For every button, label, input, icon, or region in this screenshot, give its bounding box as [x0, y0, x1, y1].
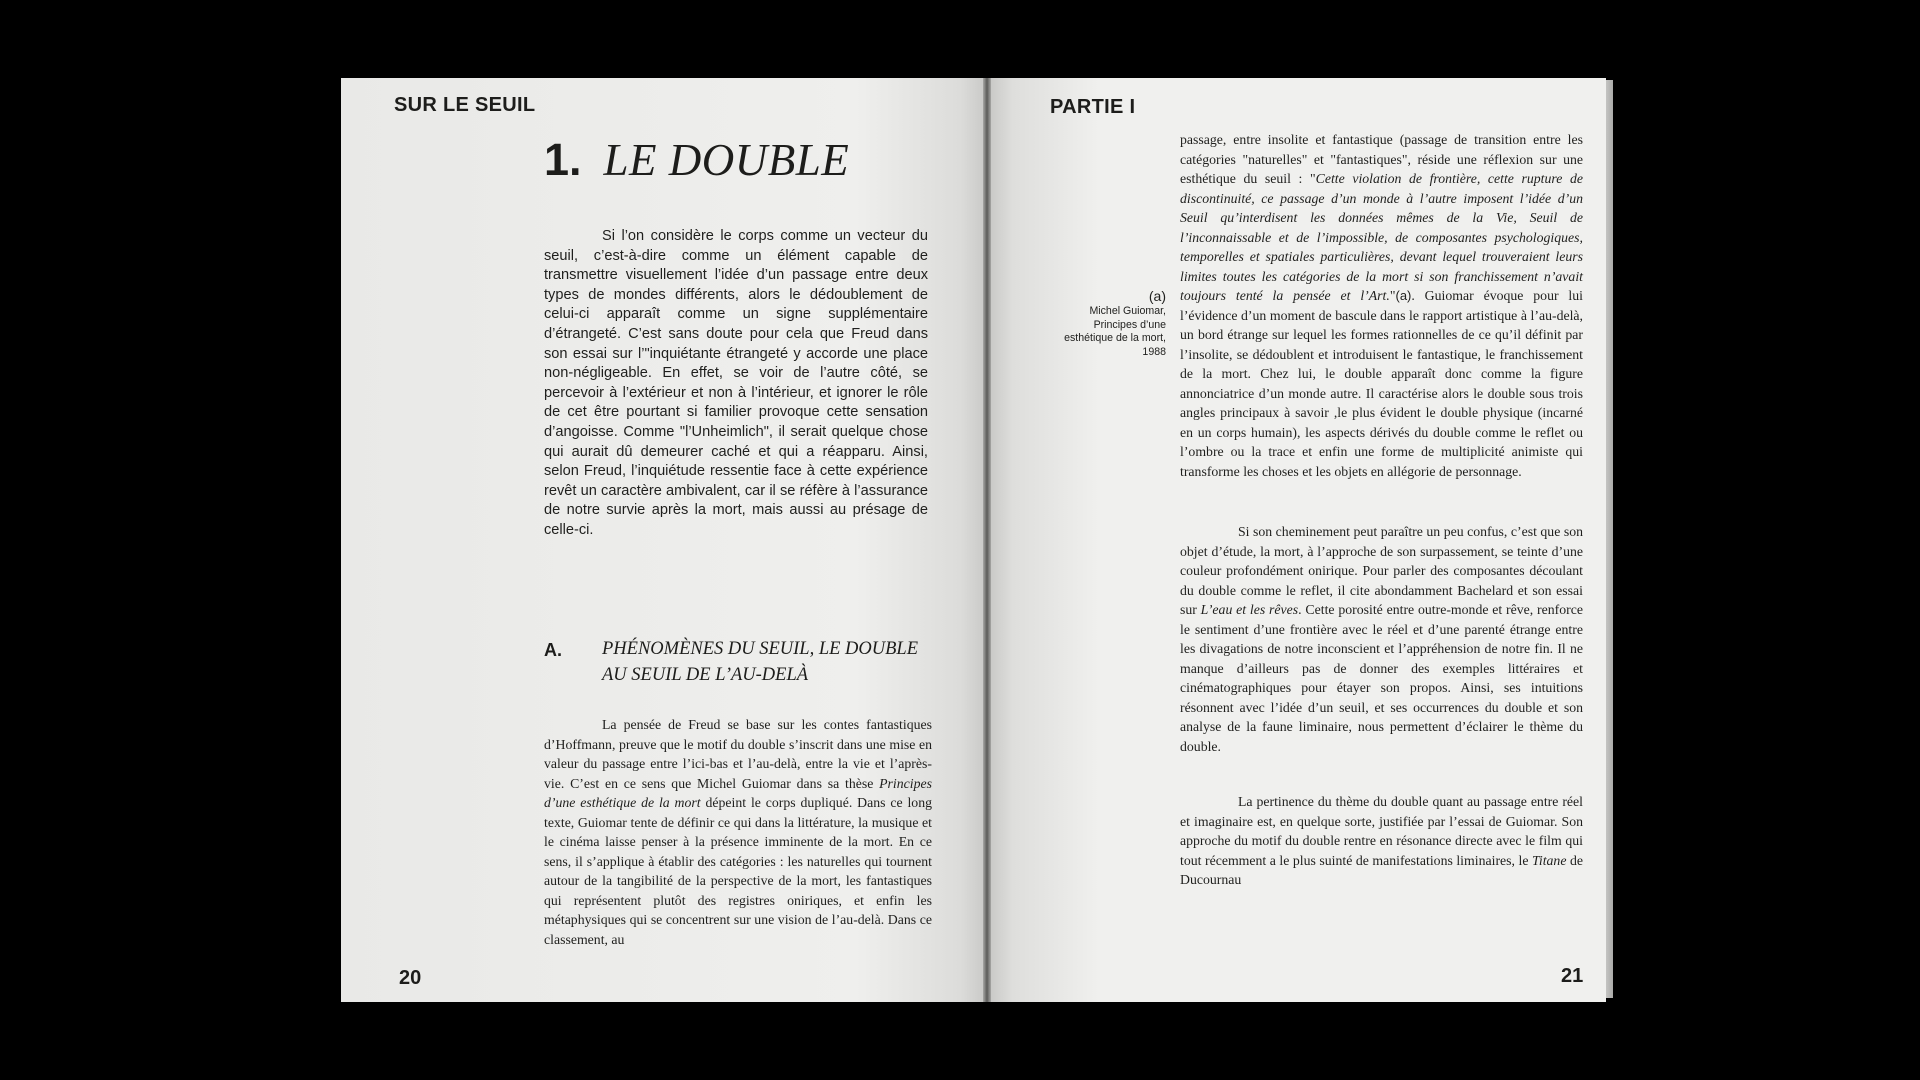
running-head-right: PARTIE I: [1050, 96, 1136, 118]
sidenote-mark: (a): [1148, 288, 1166, 304]
sidenote: [1018, 288, 1166, 359]
body-text: de Ducournau: [1180, 852, 1583, 887]
body-text: . Cette porosité entre outre-monde et rêve, renforce le sentiment d’une frontière avec le réel et d’une parenté étrange entre les divagations de notre inconscient et l’appréhension de notre fin. Il ne manque d’ailleurs pas de donner des exemples littéraires et cinématographiques pour étayer son propos. Ainsi, ses intuitions résonnent avec l’idée d’un seuil, et ses occurrences du double et son analyse de la faune liminaire, nous permettent d’éclairer le thème du double.: [1180, 602, 1584, 754]
body-text: passage, entre insolite et fantastique (passage de transition entre les catégories "naturelles" et "fantastiques", réside une réflexion sur une esthétique du seuil : ": [1180, 132, 1583, 186]
body-text: dépeint le corps dupliqué. Dans ce long texte, Guiomar tente de définir ce qui dans la littérature, la musique et le cinéma laisse penser à la présence imminente de la mort. En ce sens, il s’applique à établir des catégories : les naturelles qui tournent autour de la tangibilité de la perspective de la mort, les fantastiques qui représentent plutôt des registres oniriques, et enfin les métaphysiques qui se concentrent sur une vision de l’au-delà. Dans ce classement, au: [544, 795, 932, 947]
sidenote-line: esthétique de la mort,: [1064, 332, 1166, 345]
left-page: [341, 78, 986, 1002]
intro-paragraph: Si l’on considère le corps comme un vecteur du seuil, c’est-à-dire comme un élément capable de transmettre visuellement l’idée d’un passage entre deux types de mondes différents, alors le dédoublement de celui-ci apparaît comme un signe supplémentaire d’étrangeté. C’est sans doute pour cela que Freud dans son essai sur l’"inquiétante étrangeté y accorde une place non-négligeable. En effet, se voir de l’autre côté, se percevoir à l’extérieur et non à l’intérieur, et ignorer le rôle de cet être pourtant si familier provoque cette sensation d’angoisse. Comme "l’Unheimlich", il serait quelque chose qui aurait dû demeurer caché et qui a réapparu. Ainsi, selon Freud, l’inquiétude ressentie face à cette expérience revêt un caractère ambivalent, car il se réfère à l’assurance de notre survie après la mort, mais aussi au présage de celle-ci.: [544, 228, 928, 538]
footnote-ref: (a): [1395, 288, 1412, 303]
body-paragraph-right-2: [1180, 522, 1583, 756]
chapter-title: [544, 134, 849, 186]
page-number-left: 20: [399, 967, 422, 989]
body-paragraph-left: [544, 715, 932, 949]
chapter-number: 1.: [544, 134, 582, 185]
book-title-italic: Principes d’une esthétique de la mort: [544, 775, 932, 810]
sidenote-line: 1988: [1142, 345, 1166, 358]
body-paragraph-right-1: [1180, 130, 1583, 481]
chapter-name: LE DOUBLE: [603, 135, 850, 185]
running-head-left: SUR LE SEUIL: [394, 94, 536, 116]
guiomar-quote: Cette violation de frontière, cette rupture de discontinuité, ce passage d’un monde à l’autre imposent l’idée d’un Seuil qu’interdisent les données mêmes de la Vie, Seuil de l’inconnaissable et de l’impossible, de composantes psychologiques, temporelles et spatiales particulières, devant lequel trouveraient leurs limites toutes les catégories de la mort si son franchissement n’avait toujours tenté la pensée et l’Art.: [1180, 171, 1583, 303]
section-letter: A.: [544, 640, 562, 660]
section-title-line1: PHÉNOMÈNES DU SEUIL, LE DOUBLE: [602, 639, 919, 659]
body-text: La pertinence du thème du double quant au passage entre réel et imaginaire est, en quelque sorte, justifiée par l’essai de Guiomar. Son approche du motif du double rentre en résonance directe avec le film qui tout récemment a le plus suinté de manifestations liminaires, le: [1180, 794, 1583, 868]
film-title-italic: Titane: [1531, 852, 1567, 868]
page-number-right: 21: [1561, 965, 1584, 987]
sidenote-line: Michel Guiomar,: [1089, 305, 1166, 317]
sidenote-line: Principes d’une: [1093, 318, 1166, 331]
right-page: [988, 78, 1606, 1002]
body-paragraph-right-3: [1180, 792, 1583, 890]
body-text: . Guiomar évoque pour lui l’évidence d’un moment de bascule dans le rapport artistique à l’au-delà, un bord étrange sur lequel les formes rationnelles de ce qu’il définit par l’insolite, se dédoublent et introduisent le fantastique, le franchissement de la mort. Chez lui, le double apparaît donc comme la figure annonciatrice d’un monde autre. Il caractérise alors le double sous trois angles principaux à savoir ,le plus évident le double physique (incarné en un corps humain), les aspects dérivés du double comme le reflet ou l’ombre ou la trace et enfin une forme de multiplicité animiste qui transforme les choses et les objets en allégorie de personnage.: [1180, 288, 1583, 479]
book-gutter: [983, 78, 991, 1002]
book-title-italic: L’eau et les rêves: [1200, 602, 1299, 617]
body-text: La pensée de Freud se base sur les contes fantastiques d’Hoffmann, preuve que le motif du double s’inscrit dans une mise en valeur du passage entre l’ici-bas et l’au-delà, entre la vie et l’après-vie. C’est en ce sens que Michel Guiomar dans sa thèse: [544, 717, 932, 791]
section-title-line2: AU SEUIL DE L’AU-DELÀ: [602, 665, 809, 685]
section-title: [602, 636, 932, 688]
body-text: Si son cheminement peut paraître un peu confus, c’est que son objet d’étude, la mort, à l’approche de son surpassement, se teinte d’une couleur profondément onirique. Pour parler des composantes découlant du double comme le reflet, il cite abondamment Bachelard et son essai sur: [1180, 524, 1583, 617]
quote-close: ": [1389, 288, 1396, 303]
